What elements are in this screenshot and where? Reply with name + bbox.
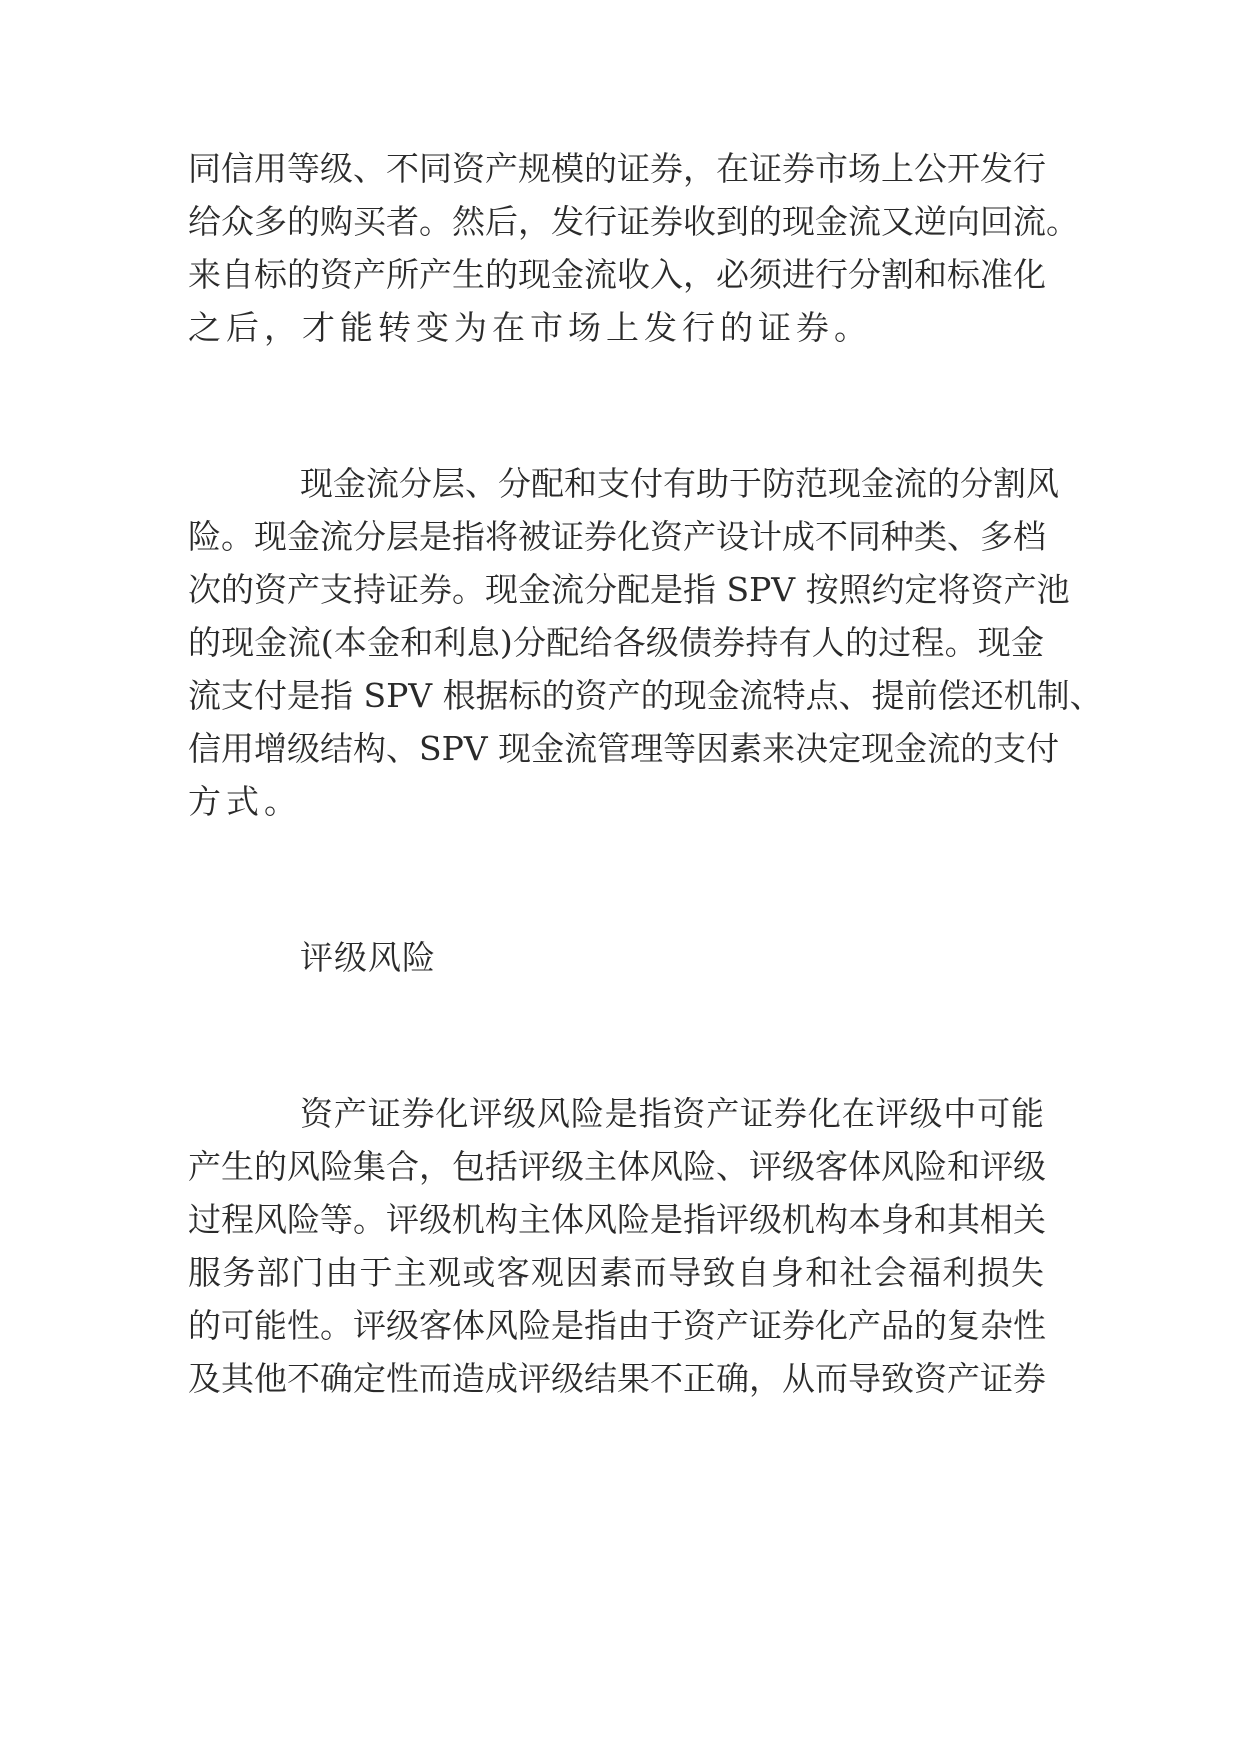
paragraph-1-line-4: 之后，才能转变为在市场上发行的证券。 [188, 308, 872, 347]
paragraph-2-line-1: 现金流分层、分配和支付有助于防范现金流的分割风 [300, 464, 1059, 503]
paragraph-2-line-3: 次的资产支持证券。现金流分配是指 SPV 按照约定将资产池 [188, 570, 1070, 609]
paragraph-3-line-4: 服务部门由于主观或客观因素而导致自身和社会福利损失 [188, 1253, 1044, 1292]
paragraph-3-line-5: 的可能性。评级客体风险是指由于资产证券化产品的复杂性 [188, 1306, 1046, 1345]
paragraph-1-line-1: 同信用等级、不同资产规模的证券，在证券市场上公开发行 [188, 149, 1046, 188]
section-heading: 评级风险 [300, 938, 436, 977]
paragraph-3-line-3: 过程风险等。评级机构主体风险是指评级机构本身和其相关 [188, 1200, 1046, 1239]
paragraph-1-line-3: 来自标的资产所产生的现金流收入，必须进行分割和标准化 [188, 255, 1046, 294]
paragraph-2-line-7: 方式。 [188, 782, 302, 821]
paragraph-2-line-2: 险。现金流分层是指将被证券化资产设计成不同种类、多档 [188, 517, 1046, 556]
paragraph-2-line-6: 信用增级结构、SPV 现金流管理等因素来决定现金流的支付 [188, 729, 1060, 768]
paragraph-3-line-6: 及其他不确定性而造成评级结果不正确，从而导致资产证券 [188, 1359, 1046, 1398]
paragraph-3-line-2: 产生的风险集合，包括评级主体风险、评级客体风险和评级 [188, 1147, 1046, 1186]
paragraph-2-line-5: 流支付是指 SPV 根据标的资产的现金流特点、提前偿还机制、 [188, 676, 1103, 715]
paragraph-1-line-2: 给众多的购买者。然后，发行证券收到的现金流又逆向回流。 [188, 202, 1079, 241]
paragraph-3-line-1: 资产证券化评级风险是指资产证券化在评级中可能 [300, 1094, 1044, 1133]
paragraph-2-line-4: 的现金流(本金和利息)分配给各级债券持有人的过程。现金 [188, 623, 1044, 662]
